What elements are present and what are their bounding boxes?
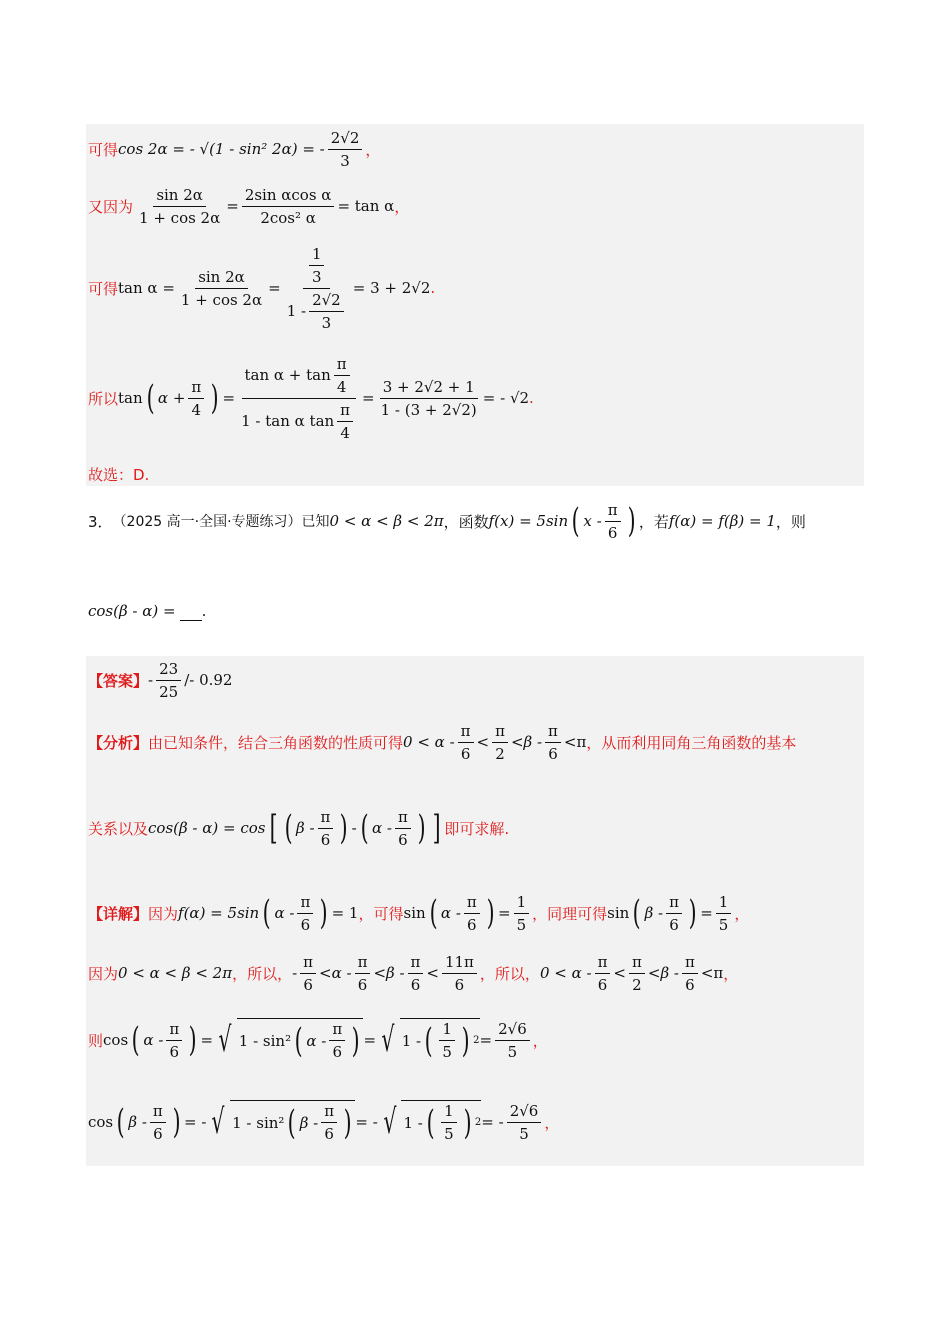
equals: =	[200, 1031, 214, 1049]
fraction	[495, 1019, 530, 1062]
num-text: tan α + tan	[244, 366, 331, 384]
fraction-num: 2√2	[309, 290, 344, 312]
fraction-den: 5	[519, 1124, 529, 1143]
detail-row-2	[88, 950, 738, 996]
pi: π	[576, 733, 587, 751]
paren-open: (	[116, 1102, 125, 1142]
step-line-4	[88, 354, 534, 442]
analysis-text: 即可求解.	[444, 819, 510, 838]
math-expr: α -	[306, 1031, 327, 1050]
sqrt-body	[230, 1100, 355, 1144]
fraction-den: 5	[444, 1125, 454, 1143]
math-expr: sin	[607, 904, 630, 922]
analysis-row-2	[88, 800, 509, 856]
fraction-den: 6	[320, 830, 331, 849]
sqrt-sign: √	[381, 1020, 395, 1060]
math-expr: α -	[274, 904, 295, 922]
fraction	[300, 952, 316, 995]
fraction	[150, 1101, 166, 1144]
fraction-den: 1 + cos 2α	[180, 290, 263, 309]
paren-open: (	[429, 893, 438, 933]
step-label: 又因为	[88, 197, 134, 216]
fraction	[178, 267, 265, 310]
step-label: 可得	[88, 279, 119, 298]
punct: ，	[394, 197, 410, 216]
fraction-den	[238, 399, 359, 443]
fraction-num: π	[150, 1101, 166, 1123]
fraction-num: π	[464, 892, 480, 914]
paren-close: )	[210, 378, 219, 418]
fraction	[166, 1019, 182, 1062]
paren-open: (	[284, 808, 293, 848]
fraction-den: 3	[311, 267, 322, 286]
minus: -	[292, 964, 298, 982]
bracket-close: ]	[432, 808, 441, 848]
sqrt-body	[237, 1018, 364, 1062]
fraction	[242, 185, 335, 228]
fraction-den: 5	[516, 915, 527, 934]
math-expr: cos(β - α) = cos	[148, 819, 266, 837]
step-line-1	[88, 128, 381, 170]
answer-row	[88, 658, 232, 702]
fraction-num: sin 2α	[195, 267, 248, 289]
paren-close: )	[172, 1102, 181, 1142]
den-text: 1 - tan α tan	[241, 412, 335, 430]
answer-text: 故选：D.	[88, 465, 150, 484]
equals: =	[222, 389, 236, 407]
math-expr: β -	[128, 1113, 147, 1131]
fraction-num: 1	[439, 1019, 455, 1041]
question-ask	[88, 596, 206, 626]
fraction-num: 1	[514, 892, 530, 914]
fraction	[156, 659, 181, 702]
fraction	[297, 892, 313, 935]
fraction-den: 1 + cos 2α	[139, 208, 221, 227]
paren-close: )	[417, 808, 426, 848]
sqrt-sign: √	[211, 1102, 225, 1142]
lt: <	[613, 964, 626, 982]
fraction-den	[284, 289, 350, 333]
fraction-num: 3 + 2√2 + 1	[380, 377, 478, 399]
answer-blank	[180, 602, 202, 621]
fraction	[408, 952, 424, 995]
equals: = -	[355, 1113, 378, 1131]
fraction-num: π	[395, 807, 411, 829]
equals: =	[362, 389, 375, 407]
fraction	[682, 952, 698, 995]
fraction	[605, 500, 621, 543]
math-expr: = - √2	[482, 389, 530, 407]
math-expr: β -	[299, 1113, 319, 1132]
fraction-num: 1	[441, 1101, 457, 1123]
math-expr: 0 < α -	[403, 733, 455, 751]
detail-text: 因为	[148, 904, 179, 923]
fraction-num: π	[329, 1019, 345, 1041]
fraction-num: 1	[309, 244, 325, 266]
math-expr: cos	[103, 1031, 129, 1049]
inner-fraction	[337, 400, 353, 443]
inner-fraction	[309, 244, 325, 287]
detail-text: ，同理可得	[532, 904, 608, 923]
paren-close: )	[627, 501, 636, 541]
fraction-num: π	[458, 721, 474, 743]
fraction	[328, 128, 363, 171]
fraction-den: 6	[169, 1042, 180, 1061]
answer-tag-text: 【答案】	[88, 671, 149, 690]
fraction-den: 4	[340, 423, 350, 442]
punct: ，	[734, 904, 750, 923]
inner-fraction	[309, 290, 344, 333]
fraction	[188, 377, 204, 420]
math-expr: β -	[644, 904, 664, 922]
fraction-num: sin 2α	[153, 185, 206, 207]
sqrt-body	[400, 1018, 480, 1062]
fraction	[321, 1101, 337, 1144]
question-text: ，则	[775, 512, 806, 531]
step-line-3	[88, 244, 435, 332]
lt: <	[476, 733, 490, 751]
math-expr: 1 - sin²	[232, 1113, 285, 1132]
equals: = -	[481, 1113, 504, 1131]
equals: =	[498, 904, 511, 922]
sqrt-sign: √	[383, 1102, 397, 1142]
compound-fraction	[284, 244, 350, 333]
question-source: （2025 高一·全国·专题练习）已知	[112, 514, 330, 530]
minus: -	[148, 671, 154, 689]
bracket-open: [	[269, 808, 278, 848]
condition: f(α) = f(β) = 1	[668, 512, 776, 530]
paren-open: (	[131, 1020, 140, 1060]
detail-text: 则	[88, 1031, 104, 1050]
paren-close: )	[486, 893, 495, 933]
fraction	[439, 1019, 455, 1062]
question-text: ，若	[638, 512, 669, 531]
math-expr: tan α =	[118, 279, 175, 297]
analysis-text: 由已知条件，结合三角函数的性质可得	[148, 733, 404, 752]
question-text: ，函数	[443, 512, 489, 531]
answer-tag	[88, 670, 148, 691]
lt: <	[319, 964, 332, 982]
fraction	[318, 807, 334, 850]
paren-open: (	[294, 1020, 303, 1061]
ask-expr: cos(β - α) =	[88, 602, 176, 620]
fraction-den: 3	[321, 313, 332, 332]
detail-text: 因为	[88, 964, 119, 983]
answer-alt: /- 0.92	[184, 671, 233, 689]
paren-open: (	[146, 378, 155, 418]
fraction	[464, 892, 480, 935]
fraction-num: π	[408, 952, 424, 974]
fraction-num: π	[318, 807, 334, 829]
fraction-den: 6	[153, 1124, 163, 1143]
paren-open: (	[262, 893, 271, 933]
detail-row-3	[88, 1012, 548, 1068]
math-expr: cos 2α = - √(1 - sin² 2α) = -	[118, 140, 325, 158]
inner-fraction	[334, 354, 350, 397]
fraction-num: 2√6	[495, 1019, 530, 1041]
math-expr: β -	[386, 964, 405, 982]
fraction	[355, 952, 371, 995]
fraction-den: 6	[607, 523, 618, 542]
fraction-den: 6	[548, 744, 558, 763]
fraction-den: 6	[324, 1125, 334, 1143]
math-expr: β -	[296, 819, 315, 837]
step-line-2	[88, 184, 409, 228]
lt: <	[563, 733, 577, 751]
fraction-den: 2	[632, 975, 642, 994]
math-expr: = 3 + 2√2	[352, 279, 431, 297]
fraction-num: π	[682, 952, 698, 974]
punct: ，	[532, 1031, 548, 1050]
paren-open: (	[360, 808, 369, 848]
fraction-num: π	[492, 721, 508, 743]
paren-open: (	[571, 501, 580, 541]
fraction-num: π	[166, 1019, 182, 1041]
fraction	[378, 377, 480, 420]
math-expr: f(α) = 5sin	[178, 904, 260, 922]
math-expr: 1 - sin²	[238, 1031, 292, 1050]
punct: ，	[544, 1113, 560, 1132]
equals: =	[479, 1031, 493, 1049]
step-label: 可得	[88, 140, 119, 159]
exponent: 2	[473, 1035, 480, 1046]
fraction-den: 6	[685, 975, 695, 994]
paren-close: )	[463, 1102, 472, 1143]
fraction-num: π	[545, 721, 561, 743]
exponent: 2	[474, 1117, 482, 1128]
fraction-den: 25	[159, 682, 179, 701]
equals: = -	[184, 1113, 207, 1131]
math-expr: 1 -	[403, 1113, 423, 1132]
step-label: 所以	[88, 389, 119, 408]
fraction	[716, 892, 732, 935]
fraction	[395, 807, 411, 850]
condition: 0 < α < β < 2π	[329, 512, 444, 530]
fraction-den: 6	[300, 915, 311, 934]
punct: ，	[365, 140, 381, 159]
fraction-den: 6	[467, 915, 477, 934]
fraction-den: 2cos² α	[260, 208, 316, 227]
fraction	[442, 952, 477, 995]
detail-row-1	[88, 888, 749, 938]
fraction-num: π	[321, 1101, 337, 1123]
analysis-text: ，从而利用同角三角函数的基本	[586, 733, 797, 752]
fraction	[238, 354, 359, 443]
fraction-num: 2sin αcos α	[242, 185, 335, 207]
fraction-den: 6	[597, 975, 608, 994]
fraction	[595, 952, 611, 995]
fraction-num: π	[297, 892, 313, 914]
equals: =	[226, 197, 239, 215]
fraction-den: 4	[336, 377, 347, 396]
fraction-num: π	[595, 952, 611, 974]
math-expr: x -	[583, 512, 602, 530]
detail-tag	[88, 903, 148, 924]
fraction-den: 6	[303, 975, 313, 994]
paren-close: )	[461, 1020, 470, 1061]
fraction	[458, 721, 474, 764]
detail-text: ，所以，	[479, 964, 540, 983]
lt: <	[510, 733, 524, 751]
math-expr: β -	[523, 733, 543, 751]
math-expr: sin	[403, 904, 426, 922]
fraction-num	[303, 244, 331, 289]
analysis-tag-text: 【分析】	[88, 733, 149, 752]
paren-close: )	[351, 1020, 360, 1061]
fraction	[441, 1101, 457, 1144]
minus: -	[351, 819, 357, 837]
equals: =	[700, 904, 713, 922]
sqrt-sign: √	[218, 1020, 232, 1060]
lt: <	[647, 964, 661, 982]
fraction-num: π	[334, 354, 350, 376]
fraction-den: 4	[191, 400, 202, 419]
fraction-num: π	[666, 892, 682, 914]
equals: =	[268, 279, 281, 297]
sqrt-body	[401, 1100, 481, 1144]
function-def: f(x) = 5sin	[488, 512, 569, 530]
paren-close: )	[688, 893, 697, 933]
question-number: 3．	[88, 512, 113, 531]
lt: <	[426, 964, 439, 982]
paren-open: (	[426, 1102, 435, 1143]
detail-tag-text: 【详解】	[88, 904, 149, 923]
fraction	[666, 892, 682, 935]
paren-open: (	[424, 1020, 433, 1061]
fraction	[507, 1101, 542, 1144]
equals: =	[363, 1031, 377, 1049]
lt: <	[373, 964, 387, 982]
punct: .	[201, 602, 207, 620]
answer-line	[88, 462, 149, 486]
fraction-num: 2√2	[328, 128, 363, 150]
fraction-den: 5	[442, 1043, 452, 1061]
fraction-den: 6	[669, 915, 679, 934]
fraction-num: π	[605, 500, 621, 522]
fraction-den: 3	[340, 151, 350, 170]
fraction	[545, 721, 561, 764]
math-expr: = 1	[331, 904, 359, 922]
condition: 0 < α < β < 2π	[118, 964, 233, 982]
paren-open: (	[632, 893, 641, 933]
math-expr: α -	[372, 819, 392, 837]
fraction-den: 1 - (3 + 2√2)	[380, 400, 477, 419]
fraction-den: 6	[332, 1043, 343, 1061]
fraction-den: 6	[454, 975, 465, 994]
detail-row-4	[88, 1094, 559, 1150]
fraction-num: π	[629, 952, 645, 974]
math-expr: cos	[88, 1113, 114, 1131]
pi: π	[713, 964, 724, 982]
punct: .	[430, 279, 436, 297]
math-expr: α -	[143, 1031, 164, 1049]
math-expr: = tan α	[337, 197, 395, 215]
paren-close: )	[319, 893, 328, 933]
math-expr: tan	[118, 389, 143, 407]
punct: ，	[723, 964, 739, 983]
fraction-num: π	[188, 377, 204, 399]
math-expr: α +	[157, 389, 186, 407]
den-prefix: 1 -	[286, 302, 307, 320]
fraction	[136, 185, 223, 228]
fraction-den: 5	[718, 915, 729, 934]
math-expr: α -	[440, 904, 461, 922]
math-expr: β -	[660, 964, 679, 982]
fraction-num: π	[337, 400, 353, 422]
paren-close: )	[188, 1020, 197, 1060]
fraction-num: 23	[156, 659, 181, 681]
fraction-den: 6	[357, 975, 368, 994]
fraction	[629, 952, 645, 995]
fraction-den: 2	[495, 744, 505, 763]
question-3	[88, 498, 806, 544]
fraction-den: 6	[460, 744, 471, 763]
fraction-num: 1	[716, 892, 732, 914]
fraction-den: 5	[507, 1042, 518, 1061]
fraction	[329, 1019, 345, 1062]
fraction-num: 11π	[442, 952, 477, 974]
fraction-num: π	[355, 952, 371, 974]
paren-close: )	[343, 1102, 352, 1143]
detail-text: ，可得	[358, 904, 404, 923]
fraction-den: 6	[410, 975, 421, 994]
fraction-den: 6	[398, 830, 408, 849]
lt: <	[700, 964, 714, 982]
math-expr: α -	[331, 964, 352, 982]
detail-text: ，所以，	[232, 964, 293, 983]
math-expr: 1 -	[401, 1031, 422, 1050]
fraction	[492, 721, 508, 764]
paren-close: )	[340, 808, 349, 848]
analysis-text: 关系以及	[88, 819, 149, 838]
fraction-num	[242, 354, 356, 399]
math-expr: 0 < α -	[539, 964, 592, 982]
paren-open: (	[288, 1102, 297, 1143]
analysis-row	[88, 720, 796, 764]
fraction	[514, 892, 530, 935]
fraction-num: 2√6	[507, 1101, 542, 1123]
punct: .	[529, 389, 534, 407]
analysis-tag	[88, 732, 148, 753]
fraction-num: π	[300, 952, 316, 974]
